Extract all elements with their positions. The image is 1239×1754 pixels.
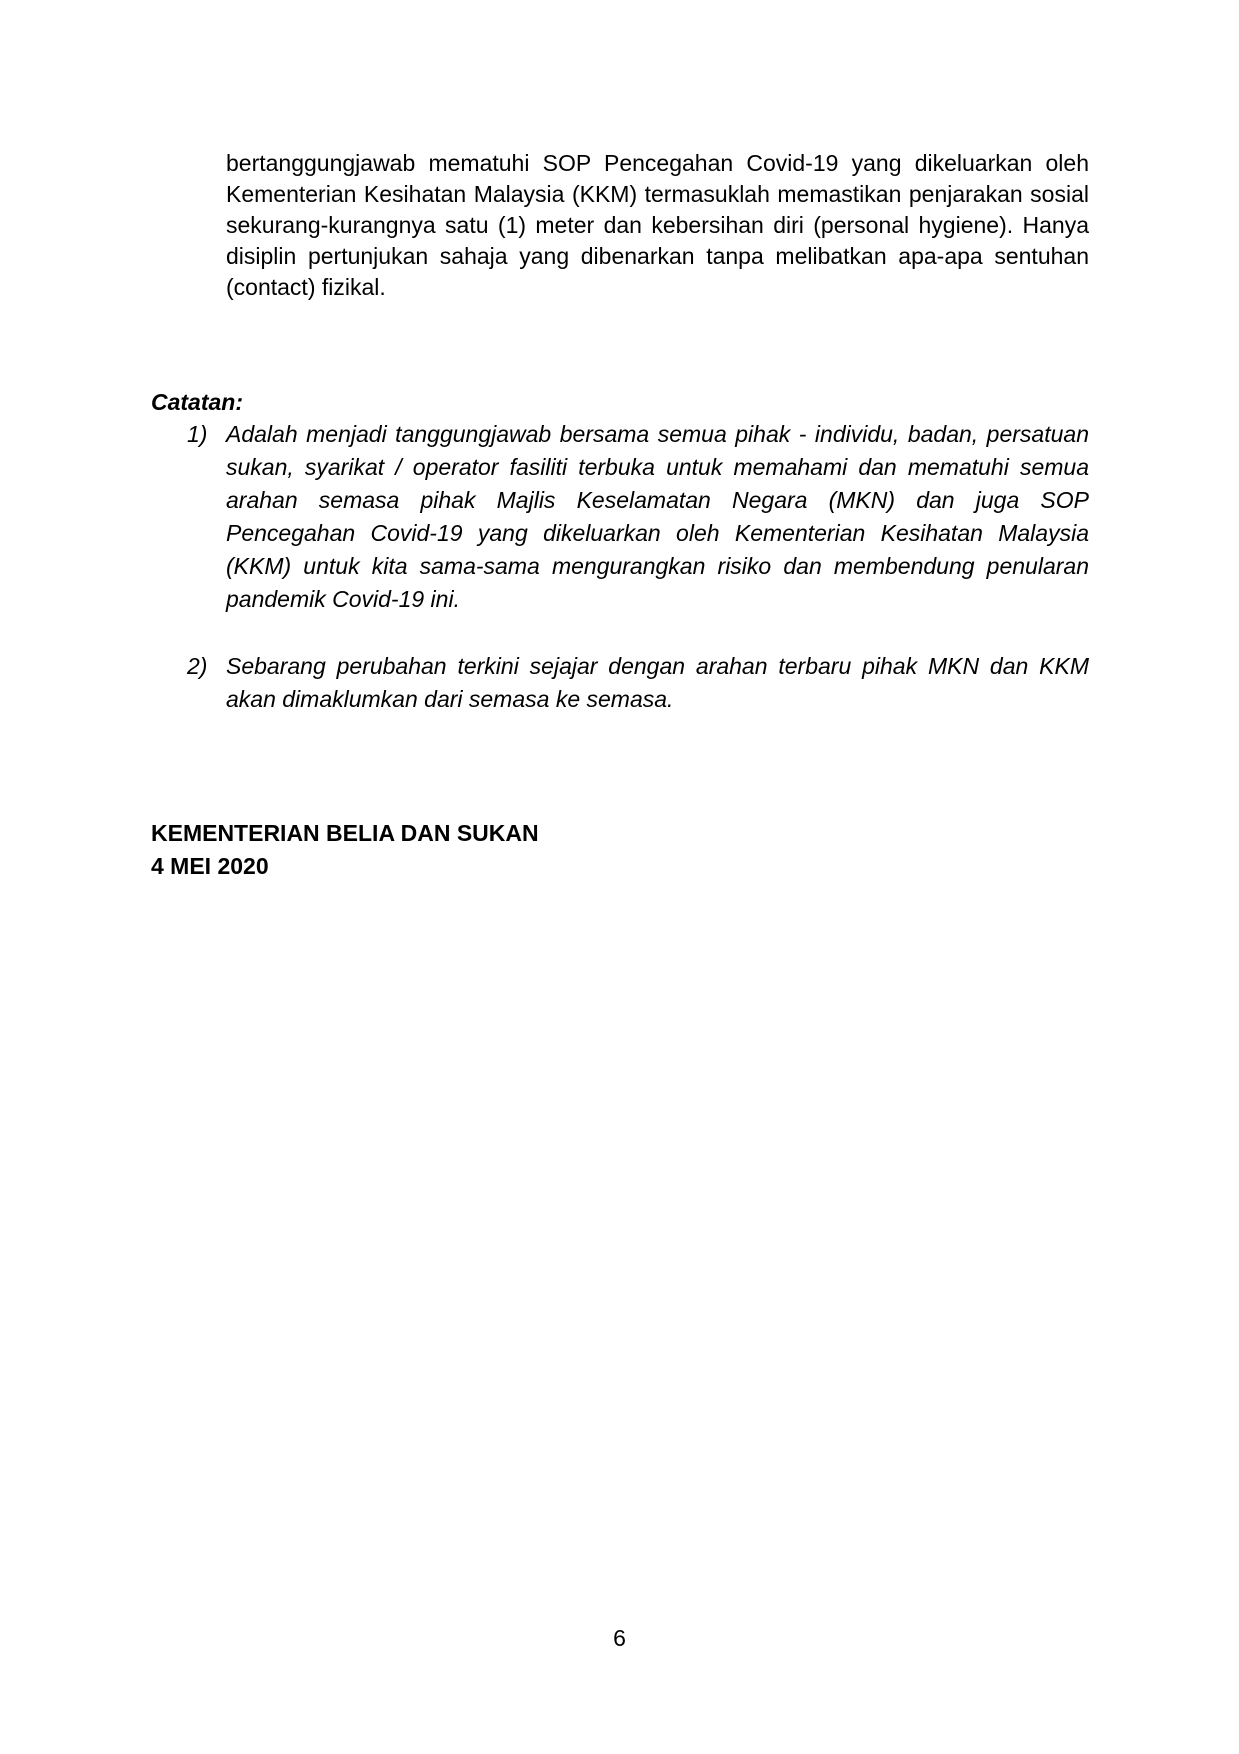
page-number: 6	[613, 1625, 626, 1651]
note-text: Adalah menjadi tanggungjawab bersama semua pihak - individu, badan, persatuan sukan, syarikat / operator fasiliti terbuka untuk memahami dan mematuhi semua arahan semasa pihak Majlis Keselamatan Negara (MKN) dan juga SOP Pencegahan Covid-19 yang dikeluarkan oleh Kementerian Kesihatan Malaysia (KKM) untuk kita sama-sama mengurangkan risiko dan membendung penularan pandemik Covid-19 ini.	[226, 421, 1089, 612]
signoff-organization: KEMENTERIAN BELIA DAN SUKAN	[151, 820, 539, 846]
note-item	[187, 418, 1089, 616]
notes-heading: Catatan:	[151, 389, 244, 415]
body-paragraph: bertanggungjawab mematuhi SOP Pencegahan Covid-19 yang dikeluarkan oleh Kementerian Kesihatan Malaysia (KKM) termasuklah memastikan penjarakan sosial sekurang-kurangnya satu (1) meter dan kebersihan diri (personal hygiene). Hanya disiplin pertunjukan sahaja yang dibenarkan tanpa melibatkan apa-apa sentuhan (contact) fizikal.	[226, 150, 1089, 300]
note-number: 1)	[187, 421, 208, 447]
note-number: 2)	[187, 653, 208, 679]
note-item	[187, 650, 1089, 716]
note-text: Sebarang perubahan terkini sejajar dengan arahan terbaru pihak MKN dan KKM akan dimaklumkan dari semasa ke semasa.	[226, 653, 1089, 712]
signoff-date: 4 MEI 2020	[151, 853, 269, 879]
signoff-block	[151, 817, 539, 883]
